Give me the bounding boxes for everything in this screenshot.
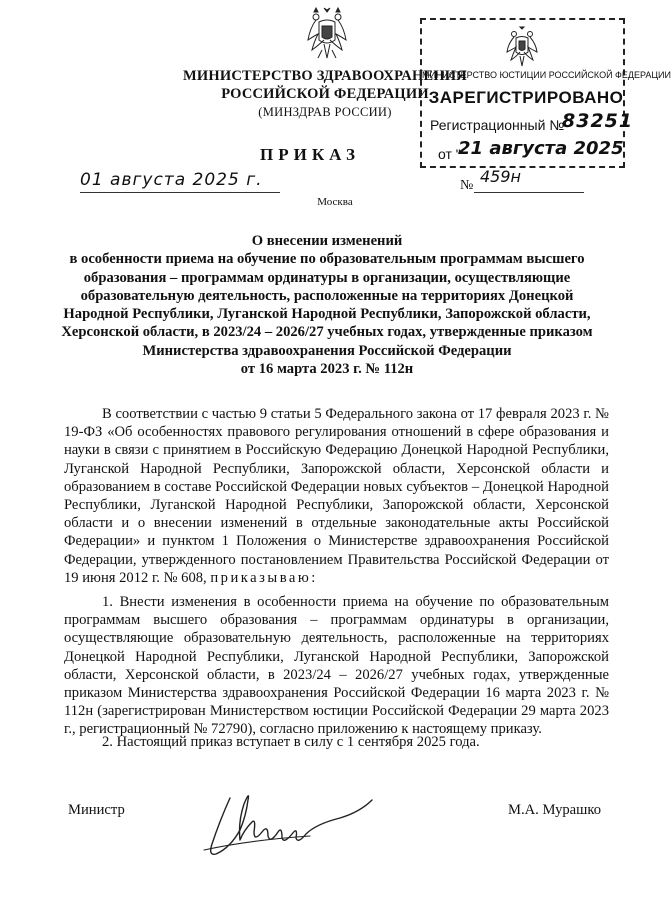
handwritten-signature bbox=[190, 770, 380, 870]
order-number: 459н bbox=[480, 167, 521, 186]
body-paragraph-1 bbox=[64, 405, 609, 587]
ministry-name-line2: РОССИЙСКОЙ ФЕДЕРАЦИИ bbox=[221, 86, 429, 102]
order-number-underline bbox=[474, 192, 584, 193]
order-title: ПРИКАЗ bbox=[260, 145, 360, 164]
order-date-underline bbox=[80, 192, 280, 193]
heading-line: от 16 марта 2023 г. № 112н bbox=[240, 361, 414, 378]
stamp-date-label: от " bbox=[438, 146, 461, 162]
stamp-status: ЗАРЕГИСТРИРОВАНО bbox=[428, 88, 624, 107]
body-paragraph-3: 2. Настоящий приказ вступает в силу с 1 сентября 2025 года. bbox=[102, 734, 480, 750]
stamp-date: 21 августа 2025 bbox=[458, 138, 624, 159]
body-paragraph-2: 1. Внести изменения в особенности приема на обучение по образовательным программам высшего образования – программам ординатуры в организации, осуществляющие образовательную деятельность, расположенные на территориях Донецкой Народной Республики, Луганской Народной Республики, Запорожской области, Херсонской области, в 2023/24 – 2026/27 учебных годах, утвержденные приказом Министерства здравоохранения Российской Федерации 16 марта 2023 г. № 112н (зарегистрирован Министерством юстиции Российской Федерации 29 марта 2023 г., регистрационный № 72790), согласно приложению к настоящему приказу. bbox=[64, 594, 609, 738]
heading-line: Народной Республики, Луганской Народной Республики, Запорожской области, bbox=[63, 306, 591, 323]
heading-line: образования – программам ординатуры в организации, осуществляющие bbox=[83, 269, 571, 286]
ministry-name-line1: МИНИСТЕРСТВО ЗДРАВООХРАНЕНИЯ bbox=[183, 68, 467, 84]
heading-line: в особенности приема на обучение по образовательным программам высшего bbox=[69, 251, 585, 268]
heading-line: Министерства здравоохранения Российской Федерации bbox=[142, 342, 512, 359]
heading-line: Херсонской области, в 2023/24 – 2026/27 учебных годах, утвержденные приказом bbox=[61, 324, 593, 341]
signer-name: М.А. Мурашко bbox=[508, 802, 602, 818]
stamp-emblem-icon bbox=[505, 26, 539, 68]
stamp-registration-label: Регистрационный № bbox=[430, 117, 565, 133]
ministry-short-name: (МИНЗДРАВ РОССИИ) bbox=[258, 105, 392, 119]
order-date: 01 августа 2025 г. bbox=[80, 170, 263, 190]
coat-of-arms-emblem bbox=[304, 6, 350, 62]
order-city: Москва bbox=[317, 196, 353, 208]
order-directive: приказываю: bbox=[210, 569, 318, 586]
signer-title: Министр bbox=[68, 802, 125, 818]
heading-line: образовательную деятельность, расположенные на территориях Донецкой bbox=[80, 287, 574, 304]
preamble-text: В соответствии с частью 9 статьи 5 Федерального закона от 17 февраля 2023 г. № 19-ФЗ «Об особенностях правового регулирования отношений в сфере образования и науки в связи с принятием в Российскую Федерацию Донецкой Народной Республики, Луганской Народной Республики, Запорожской области, Херсонской области и образованием в составе Российской Федерации новых субъектов – Донецкой Народной Республики, Луганской Народной Республики, Запорожской области, Херсонской области и о внесении изменений в отдельные законодательные акты Российской Федерации» и пунктом 1 Положения о Министерстве здравоохранения Российской Федерации, утвержденного постановлением Правительства Российской Федерации от 19 июня 2012 г. № 608, bbox=[64, 406, 609, 586]
order-heading bbox=[60, 232, 594, 378]
order-number-sign: № bbox=[460, 178, 474, 193]
heading-line: О внесении изменений bbox=[251, 233, 403, 249]
stamp-registration-number: 83251 bbox=[562, 110, 634, 132]
stamp-agency: МИНИСТЕРСТВО ЮСТИЦИИ РОССИЙСКОЙ ФЕДЕРАЦИИ bbox=[422, 70, 671, 80]
